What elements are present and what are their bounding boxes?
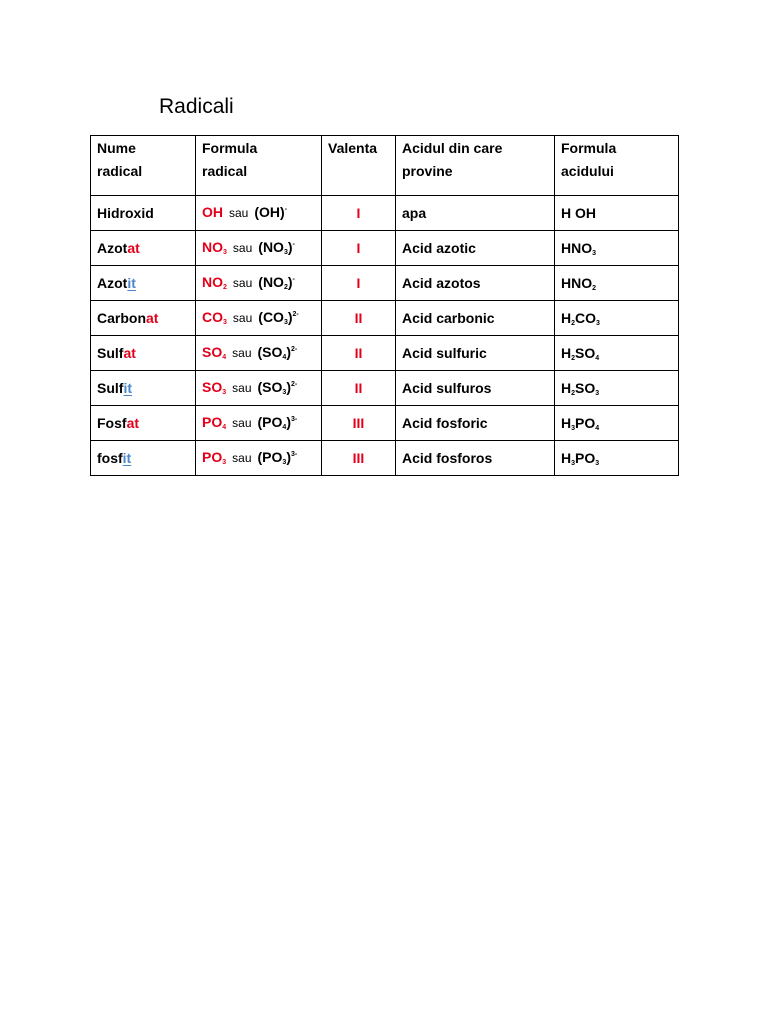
acid-formula-h: H — [561, 414, 572, 431]
cell-acid-formula — [555, 336, 679, 371]
header-row — [91, 136, 679, 196]
cell-radical-formula — [196, 406, 322, 441]
radical-ion-main: SO — [262, 379, 283, 395]
radical-ion-main: CO — [262, 309, 284, 325]
radical-ion-main: SO — [262, 344, 283, 360]
cell-acid-formula — [555, 301, 679, 336]
radical-formula — [202, 309, 227, 325]
radical-formula — [202, 204, 223, 220]
header-valence: Valenta — [322, 136, 396, 196]
radical-ion-charge: - — [284, 206, 288, 213]
radical-name-suffix: it — [127, 274, 136, 291]
acid-formula-rest: PO — [575, 414, 596, 431]
radical-ion: $(CO_3)^{2-}$ — [258, 309, 299, 326]
acid-formula-rest-sub: 4 — [595, 354, 600, 362]
radical-formula-main: SO — [202, 379, 223, 395]
cell-acid-source: apa — [396, 196, 555, 231]
acid-formula-rest-sub: 3 — [595, 459, 600, 467]
acid-formula-rest: PO — [575, 449, 596, 466]
radical-ion-charge: 3- — [290, 416, 298, 423]
header-acid-formula-line2: acidului — [561, 163, 614, 179]
radical-name-stem: Azot — [97, 239, 128, 256]
page-title: Radicali — [159, 95, 234, 118]
radical-ion-main: PO — [262, 449, 283, 465]
radical-name-suffix: at — [127, 239, 140, 256]
acid-formula-h-sub: 2 — [571, 389, 576, 397]
radical-formula-main: CO — [202, 309, 223, 325]
radical-ion-sub: 4 — [282, 424, 287, 431]
radical-name-suffix: it — [123, 379, 133, 396]
cell-valence: III — [322, 406, 396, 441]
radical-name-stem: Carbon — [97, 309, 146, 326]
radical-ion-charge: 2- — [292, 311, 299, 318]
acid-formula-h-sub: 3 — [571, 459, 576, 467]
cell-valence: II — [322, 336, 396, 371]
acid-formula-h-sub: 3 — [571, 424, 576, 432]
radical-ion-sub: 3 — [283, 319, 288, 326]
table-row — [91, 266, 679, 301]
radical-ion: (OH)- — [254, 204, 288, 220]
acid-formula-h: H — [561, 309, 572, 326]
table-row — [91, 301, 679, 336]
acid-formula-rest-sub: 3 — [596, 319, 600, 327]
acid-formula-h: H — [561, 379, 572, 396]
header-acid-line2: provine — [402, 163, 453, 179]
cell-radical-name — [91, 336, 196, 371]
sau-label: sau — [232, 241, 253, 255]
radical-name-suffix: at — [126, 414, 140, 431]
radical-formula-sub: 3 — [223, 319, 227, 326]
radical-formula — [202, 414, 226, 430]
radical-ion: $(NO_2)^-$ — [258, 274, 295, 291]
cell-acid-formula — [555, 406, 679, 441]
radical-formula-main: PO — [202, 414, 223, 430]
cell-acid-source: Acid carbonic — [396, 301, 555, 336]
acid-formula-rest-sub: 4 — [595, 424, 600, 432]
radical-ion-sub: 3 — [283, 249, 288, 256]
radical-ion: $(SO_3)^{2-}$ — [257, 379, 298, 396]
acid-formula-h: HNO — [561, 239, 593, 256]
acid-formula-h: H — [561, 344, 572, 361]
acid-formula-rest: CO — [575, 309, 597, 326]
radical-ion-charge: 2- — [290, 346, 298, 353]
header-formula-radical — [196, 136, 322, 196]
header-name-radical — [91, 136, 196, 196]
sau-label: sau — [232, 276, 253, 290]
cell-radical-name — [91, 231, 196, 266]
cell-acid-source: Acid fosforos — [396, 441, 555, 476]
radical-formula-sub: 4 — [222, 424, 227, 431]
radical-ion: $(PO_4)^{3-}$ — [257, 414, 298, 431]
radical-ion-sub: 4 — [282, 354, 287, 361]
radical-formula — [202, 274, 227, 290]
header-acid-line1: Acidul din care — [402, 140, 503, 156]
table-row — [91, 231, 679, 266]
radical-formula-sub: 3 — [223, 249, 227, 256]
cell-acid-formula — [555, 266, 679, 301]
radical-ion-main: NO — [262, 274, 284, 290]
cell-valence: I — [322, 196, 396, 231]
sau-label: sau — [229, 206, 249, 220]
radical-name-stem: Hidroxid — [97, 204, 154, 221]
cell-radical-name — [91, 301, 196, 336]
cell-acid-formula — [555, 371, 679, 406]
radical-ion-main: OH — [259, 204, 281, 220]
radical-ion-charge: - — [292, 241, 295, 248]
cell-radical-formula — [196, 196, 322, 231]
table-row — [91, 371, 679, 406]
radical-name-stem: Sulf — [97, 344, 124, 361]
sau-label: sau — [232, 346, 252, 360]
sau-label: sau — [232, 451, 252, 465]
radical-formula-main: OH — [202, 204, 223, 220]
header-formula-line2: radical — [202, 163, 248, 179]
cell-radical-formula — [196, 231, 322, 266]
radical-name-stem: fosf — [97, 449, 123, 466]
radical-name-suffix: at — [146, 309, 159, 326]
radical-formula-main: NO — [202, 239, 223, 255]
cell-radical-name — [91, 371, 196, 406]
acid-formula-rest: SO — [575, 344, 596, 361]
cell-valence: III — [322, 441, 396, 476]
radical-name-suffix: at — [123, 344, 136, 361]
radical-name-stem: Fosf — [97, 414, 127, 431]
acid-formula-rest: SO — [575, 379, 596, 396]
radical-ion-charge: 3- — [290, 451, 298, 458]
cell-radical-formula — [196, 301, 322, 336]
cell-radical-formula — [196, 266, 322, 301]
radical-ion: $(SO_4)^{2-}$ — [257, 344, 298, 361]
header-acid-formula — [555, 136, 679, 196]
sau-label: sau — [232, 381, 252, 395]
cell-valence: I — [322, 231, 396, 266]
cell-acid-source: Acid azotos — [396, 266, 555, 301]
cell-acid-formula — [555, 196, 679, 231]
cell-radical-formula — [196, 336, 322, 371]
radical-formula-sub: 3 — [222, 459, 227, 466]
table-row — [91, 441, 679, 476]
acid-formula-h: H OH — [561, 204, 596, 221]
radical-ion-sub: 3 — [282, 459, 287, 466]
cell-radical-name — [91, 406, 196, 441]
radical-ion-main: NO — [262, 239, 284, 255]
header-acid-formula-line1: Formula — [561, 140, 617, 156]
cell-radical-formula — [196, 441, 322, 476]
cell-acid-formula — [555, 231, 679, 266]
cell-acid-source: Acid sulfuric — [396, 336, 555, 371]
acid-formula-h-sub: 2 — [571, 319, 576, 327]
radical-ion-main: PO — [262, 414, 283, 430]
acid-formula-h-sub: 2 — [571, 354, 576, 362]
sau-label: sau — [232, 416, 252, 430]
radicals-table — [90, 135, 679, 476]
header-acid-source — [396, 136, 555, 196]
cell-radical-name — [91, 266, 196, 301]
radical-ion-sub: 2 — [283, 284, 288, 291]
radical-ion-charge: - — [292, 276, 295, 283]
radical-name-suffix: it — [122, 449, 132, 466]
radical-ion-sub: 3 — [282, 389, 287, 396]
radical-formula-sub: 2 — [223, 284, 227, 291]
acid-formula-h-sub: 3 — [592, 249, 597, 257]
acid-formula-rest-sub: 3 — [595, 389, 600, 397]
radical-ion: $(PO_3)^{3-}$ — [257, 449, 298, 466]
cell-radical-name — [91, 441, 196, 476]
radical-formula — [202, 449, 226, 465]
radical-formula — [202, 239, 227, 255]
radical-formula-sub: 4 — [222, 354, 227, 361]
cell-valence: I — [322, 266, 396, 301]
table-row — [91, 336, 679, 371]
radical-formula-main: NO — [202, 274, 223, 290]
cell-radical-formula — [196, 371, 322, 406]
header-name-line2: radical — [97, 163, 143, 179]
radical-ion: $(NO_3)^-$ — [258, 239, 295, 256]
radical-formula — [202, 379, 226, 395]
acid-formula-h: H — [561, 449, 572, 466]
radical-formula-main: PO — [202, 449, 223, 465]
table-header — [91, 136, 679, 196]
table-body — [91, 196, 679, 476]
radical-name-stem: Azot — [97, 274, 128, 291]
acid-formula-h: HNO — [561, 274, 593, 291]
cell-acid-formula — [555, 441, 679, 476]
radical-formula — [202, 344, 226, 360]
table-row — [91, 406, 679, 441]
header-formula-line1: Formula — [202, 140, 258, 156]
cell-valence: II — [322, 301, 396, 336]
radical-name-stem: Sulf — [97, 379, 124, 396]
table-row — [91, 196, 679, 231]
cell-acid-source: Acid sulfuros — [396, 371, 555, 406]
header-name-line1: Nume — [97, 140, 136, 156]
sau-label: sau — [232, 311, 253, 325]
cell-acid-source: Acid azotic — [396, 231, 555, 266]
cell-radical-name — [91, 196, 196, 231]
radical-ion-charge: 2- — [290, 381, 298, 388]
cell-acid-source: Acid fosforic — [396, 406, 555, 441]
radical-formula-sub: 3 — [222, 389, 227, 396]
acid-formula-h-sub: 2 — [592, 284, 597, 292]
cell-valence: II — [322, 371, 396, 406]
radical-formula-main: SO — [202, 344, 223, 360]
